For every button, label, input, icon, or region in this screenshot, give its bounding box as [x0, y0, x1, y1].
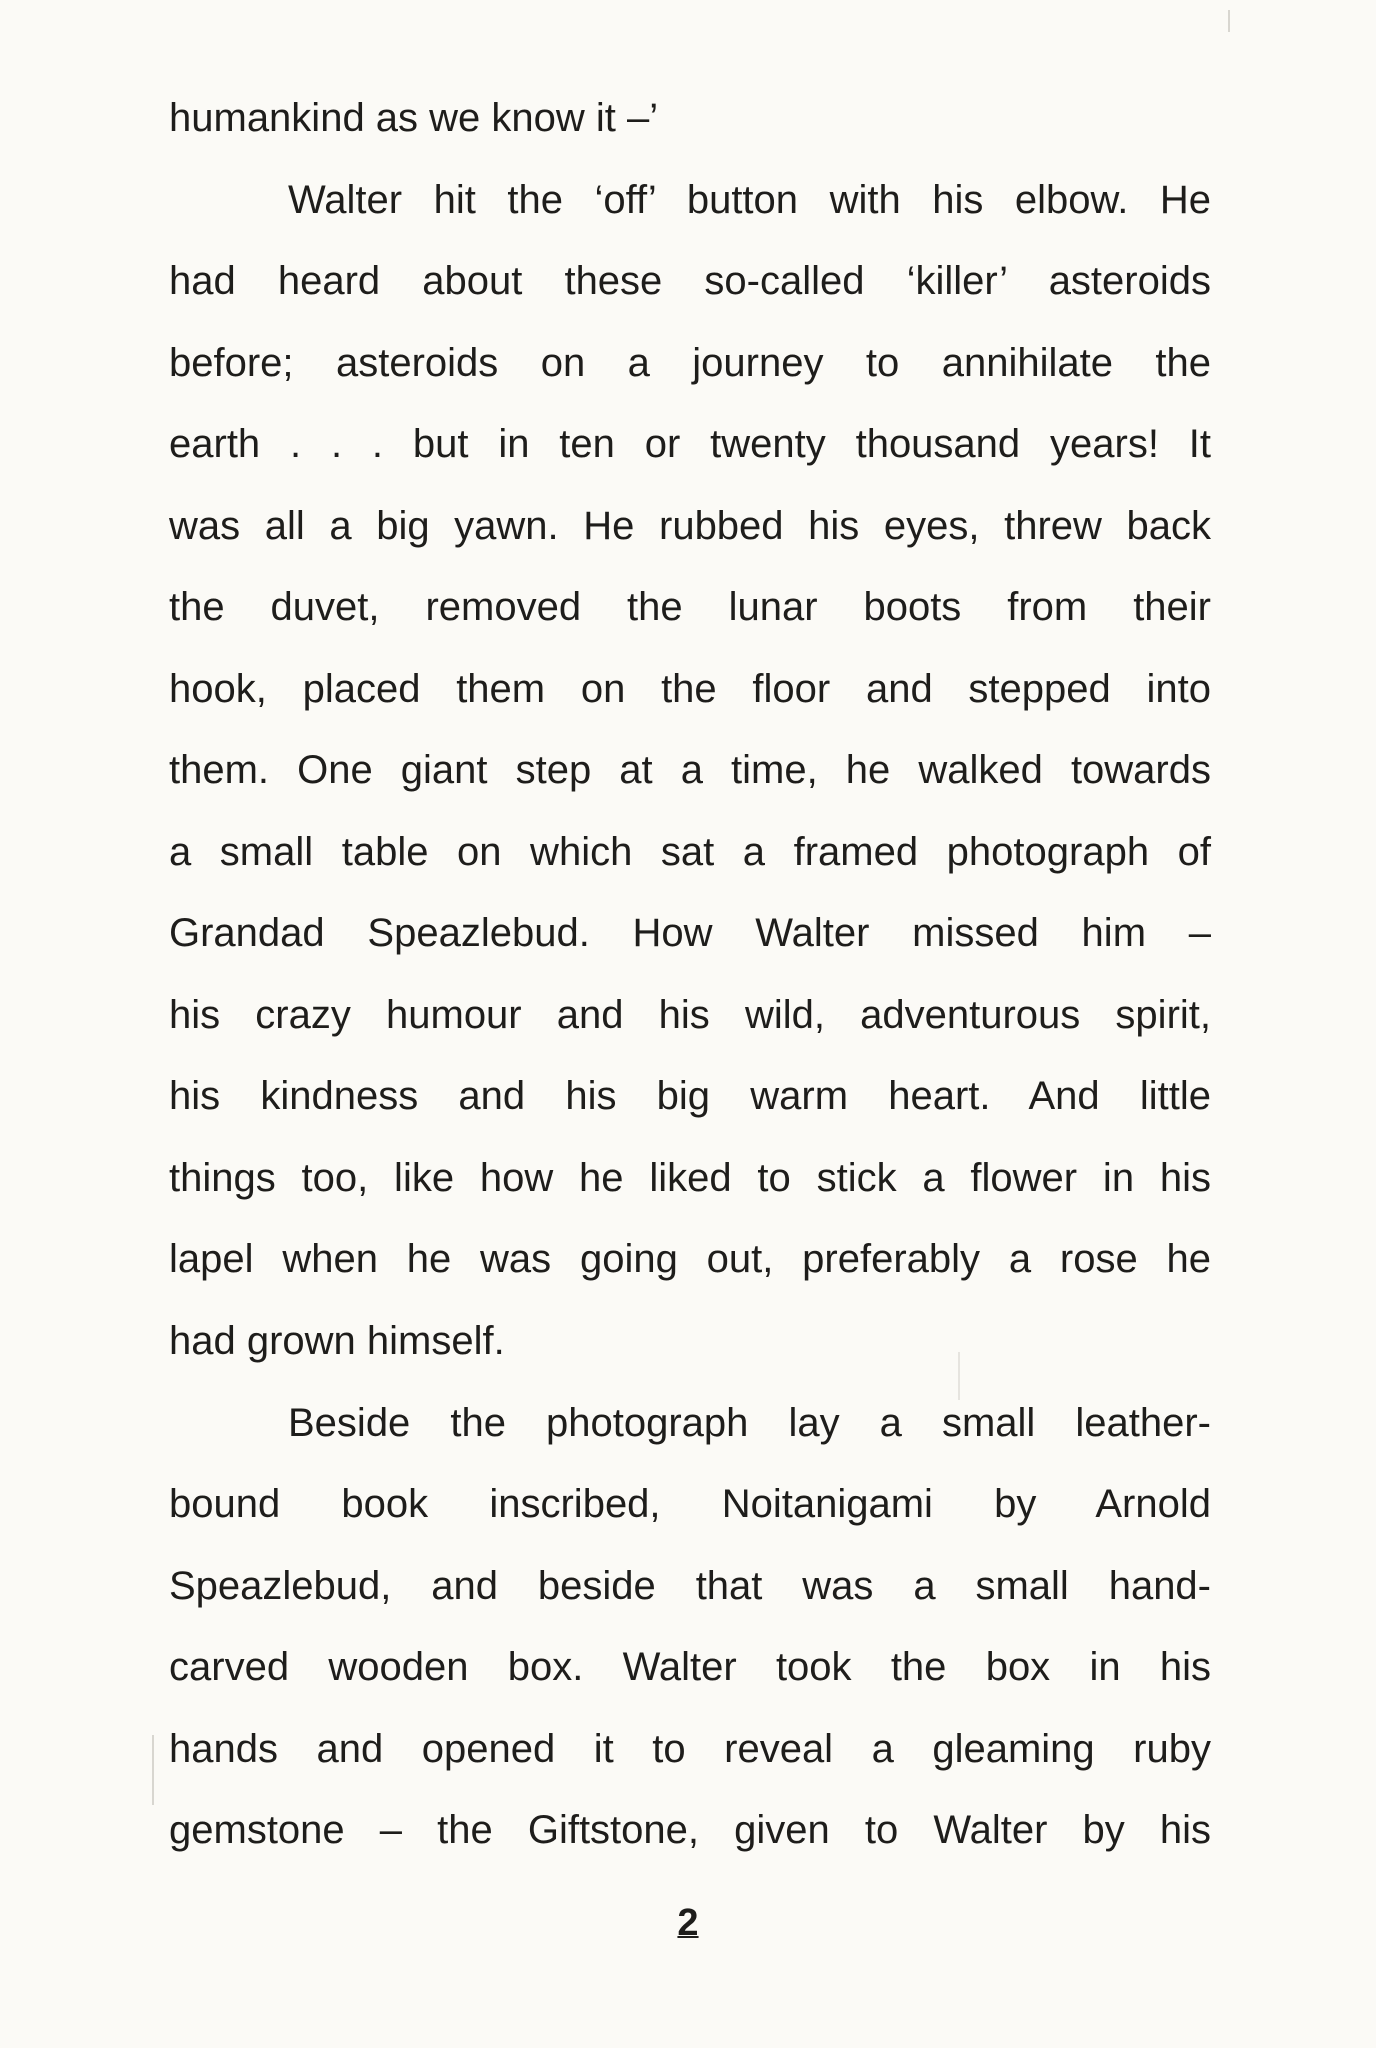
text-line-8: hook, placed them on the floor and stepped into	[169, 667, 1211, 711]
text-line-9: them. One giant step at a time, he walked towards	[169, 748, 1211, 792]
text-line-14: things too, like how he liked to stick a flower in his	[169, 1156, 1211, 1200]
text-line-2: Walter hit the ‘off’ button with his elbow. He	[288, 178, 1211, 222]
text-line-13: his kindness and his big warm heart. And little	[169, 1074, 1211, 1118]
text-line-22: gemstone – the Giftstone, given to Walter by his	[169, 1808, 1211, 1852]
text-line-21: hands and opened it to reveal a gleaming ruby	[169, 1727, 1211, 1771]
text-line-4: before; asteroids on a journey to annihilate the	[169, 341, 1211, 385]
text-line-7: the duvet, removed the lunar boots from their	[169, 585, 1211, 629]
text-line-5: earth . . . but in ten or twenty thousand years! It	[169, 422, 1211, 466]
text-line-11: Grandad Speazlebud. How Walter missed him –	[169, 911, 1211, 955]
text-line-10: a small table on which sat a framed photograph of	[169, 830, 1211, 874]
text-line-15: lapel when he was going out, preferably a rose he	[169, 1237, 1211, 1281]
text-line-16: had grown himself.	[169, 1319, 505, 1363]
text-line-1: humankind as we know it –’	[169, 96, 659, 140]
text-line-19: Speazlebud, and beside that was a small hand-	[169, 1564, 1211, 1608]
text-line-12: his crazy humour and his wild, adventurous spirit,	[169, 993, 1211, 1037]
scan-mark-left	[152, 1735, 154, 1805]
page-number: 2	[677, 1902, 699, 1944]
text-line-17: Beside the photograph lay a small leather-	[288, 1401, 1211, 1445]
text-line-6: was all a big yawn. He rubbed his eyes, threw back	[169, 504, 1211, 548]
scan-mark-top-right	[1228, 10, 1230, 32]
text-line-3: had heard about these so-called ‘killer’ asteroids	[169, 259, 1211, 303]
text-line-20: carved wooden box. Walter took the box in his	[169, 1645, 1211, 1689]
text-line-18: bound book inscribed, Noitanigami by Arnold	[169, 1482, 1211, 1526]
